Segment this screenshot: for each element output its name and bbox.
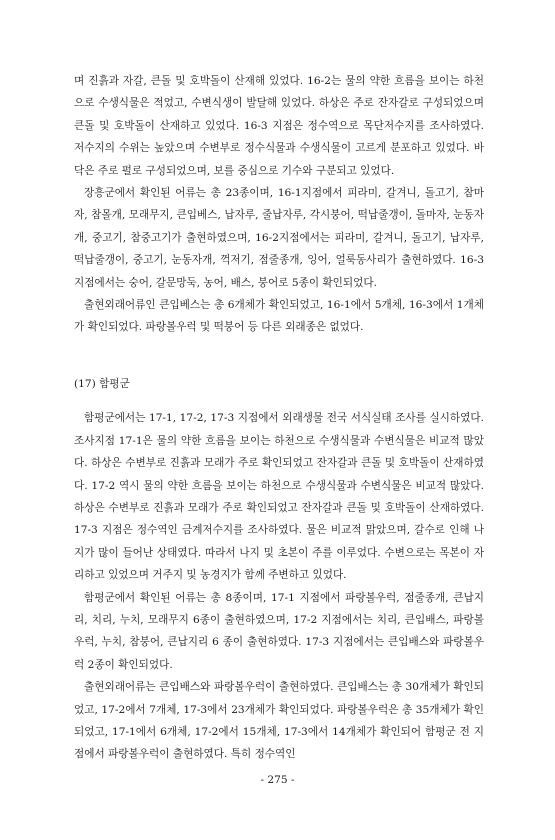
page-body <box>74 70 484 766</box>
paragraph-fish-species-jangheung: 장흥군에서 확인된 어류는 총 23종이며, 16-1지점에서 피라미, 갈겨니, 돌고기, 참마자, 참몰개, 모래무지, 큰입베스, 납자루, 줄납자루, 각시붕어, 떡납줄갱이, 돌마자, 눈동자개, 중고기, 참중고기가 출현하였으며, 16-2지점에서는 피라미, 갈겨니, 돌고기, 납자루, 떡납줄갱이, 중고기, 눈동자개, 꺽저기, 점줄종개, 잉어, 얼룩동사리가 출현하였다. 16-3 지점에서는 숭어, 갈문망둑, 농어, 배스, 붕어로 5종이 확인되었다. <box>74 187 484 289</box>
jangheung-section-continued <box>74 70 484 339</box>
page-number: - 275 - <box>260 774 295 786</box>
section-spacer <box>74 339 484 373</box>
paragraph-site-description-17: 함평군에서는 17-1, 17-2, 17-3 지점에서 외래생물 전국 서식실태 조사를 실시하였다. 조사지점 17-1은 물의 약한 흐름을 보이는 하천으로 수생식물과 수변식물은 비교적 많았다. 하상은 수변부로 진흙과 모래가 주로 확인되었고 잔자갈과 큰돌 및 호박돌이 산재하였다. 17-2 역시 물의 약한 흐름을 보이는 하천으로 수생식물과 수변식물은 비교적 많았다. 하상은 수변부로 진흙과 모래가 주로 확인되었고 잔자갈과 큰돌 및 호박돌이 산재하였다. 17-3 지점은 정수역인 금계저수지를 조사하였다. 물은 비교적 맑았으며, 갈수로 인해 나지가 많이 들어난 상태였다. 따라서 나지 및 초본이 주를 이루었다. 수변으로는 목본이 자리하고 있었으며 거주지 및 농경지가 함께 주변하고 있었다. <box>74 412 484 582</box>
paragraph-fish-species-hampyeong: 함평군에서 확인된 어류는 총 8종이며, 17-1 지점에서 파랑볼우럭, 점줄종개, 큰납지리, 치리, 누치, 모래무지 6종이 출현하였으며, 17-2 지점에서는 치리, 큰입배스, 파랑볼우럭, 누치, 참붕어, 큰납지리 6 종이 출현하였다. 17-3 지점에서는 큰입배스와 파랑볼우럭 2종이 확인되었다. <box>74 591 484 671</box>
paragraph-exotic-fish-hampyeong: 출현외래어류는 큰입배스와 파랑볼우럭이 출현하였다. 큰입배스는 총 30개체가 확인되었고, 17-2에서 7개체, 17-3에서 23개체가 확인되었다. 파랑볼우럭은 총 35개체가 확인되었고, 17-1에서 6개체, 17-2에서 15개체, 17-3에서 14개체가 확인되어 함평군 전 지점에서 파랑볼우럭이 출현하였다. 특히 정수역인 <box>74 681 484 761</box>
paragraph-exotic-fish-jangheung: 출현외래어류인 큰입베스는 총 6개체가 확인되었고, 16-1에서 5개체, 16-3에서 1개체가 확인되었다. 파랑볼우럭 및 떡붕어 등 다른 외래종은 없었다. <box>74 299 484 334</box>
section-title: (17) 함평군 <box>74 377 130 390</box>
paragraph-site-description-16: 며 진흙과 자갈, 큰돌 및 호박돌이 산재해 있었다. 16-2는 물의 약한 흐름을 보이는 하천으로 수생식물은 적었고, 수변식생이 발달해 있었다. 하상은 주로 잔자갈로 구성되었으며 큰돌 및 호박돌이 산재하고 있었다. 16-3 지점은 정수역으로 목단저수지를 조사하였다. 저수지의 수위는 높았으며 수변부로 정수식물과 수생식물이 고르게 분포하고 있었다. 바닥은 주로 펄로 구성되었으며, 보를 중심으로 기수와 구분되고 있었다. <box>74 75 484 177</box>
hampyeong-section <box>74 373 484 766</box>
title-spacer <box>74 395 484 407</box>
